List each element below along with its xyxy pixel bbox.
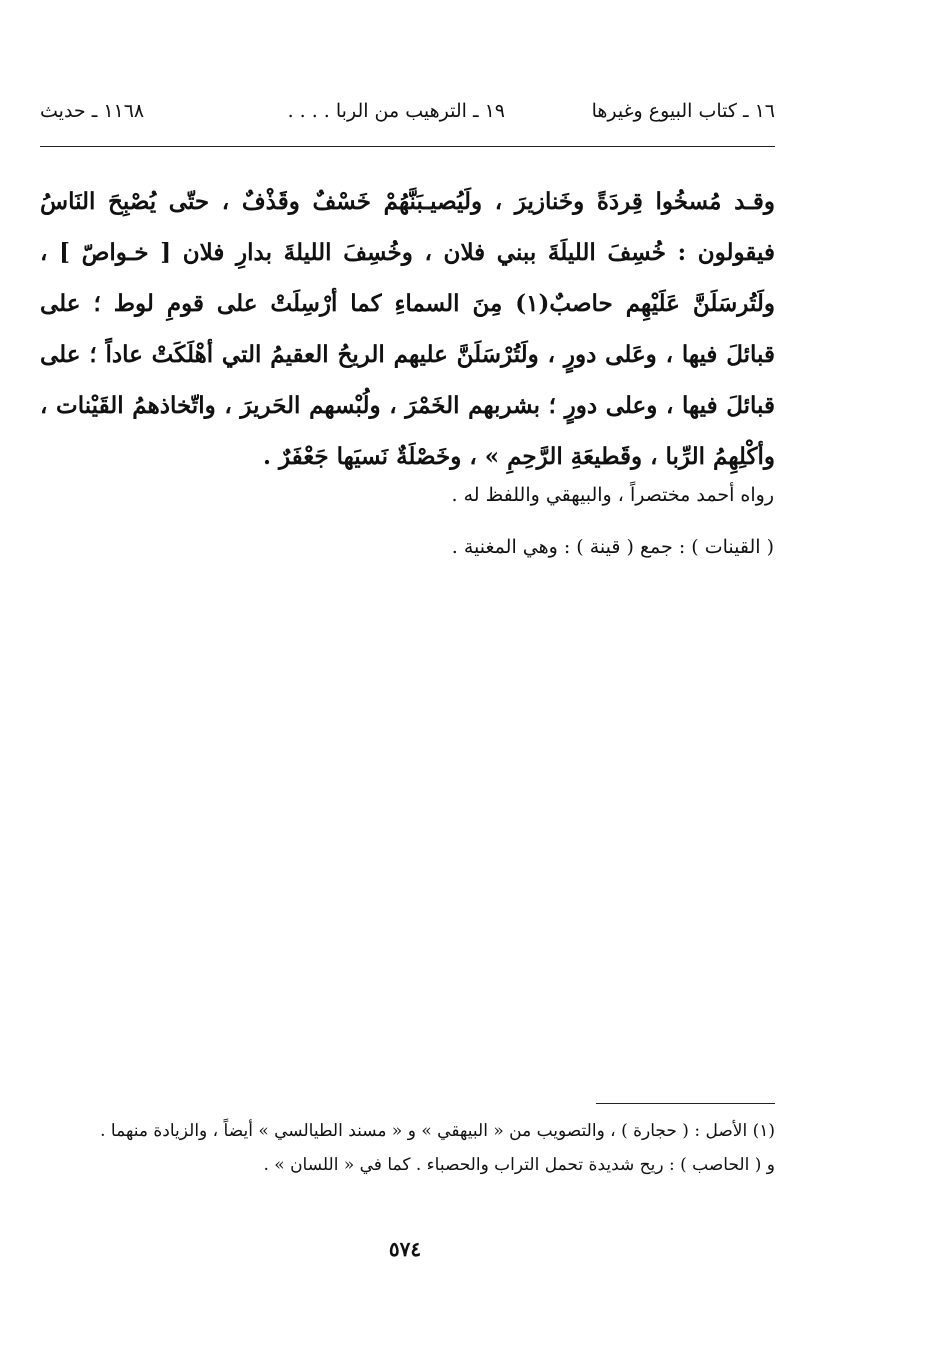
running-header	[40, 100, 775, 134]
header-section: ١٩ ـ الترهيب من الربا . . . .	[287, 100, 505, 122]
hadith-text	[40, 176, 775, 482]
footnote-1: (١) الأصل : ( حجارة ) ، والتصويب من « البيهقي » و « مسند الطيالسي » أيضاً ، والزيادة منهما .	[100, 1121, 775, 1141]
hadith-body: وقـد مُسخُوا قِردَةً وخَنازيرَ ، ولَيُصيـبَنَّهُمْ خَسْفٌ وقَذْفٌ ، حتّى يُصْبِحَ النَاسُ فيقولون : خُسِفَ الليلَةَ ببني فلان ، وخُسِفَ الليلةَ بدارِ فلان [ خـواصّ ] ، ولَتُرسَلَنَّ عَلَيْهِم حاصبٌ(١) مِنَ السماءِ كما أرْسِلَتْ على قومِ لوط ؛ على قبائلَ فيها ، وعَلى دورٍ ، ولَتُرْسَلَنَّ عليهم الريحُ العقيمُ التي أهْلَكَتْ عاداً ؛ على قبائلَ فيها ، وعلى دورٍ ؛ بشربهم الخَمْرَ ، ولُبْسهم الحَريرَ ، واتّخاذهمُ القَيْنات ، وأكْلِهِمُ الرِّبا ، وقَطيعَةِ الرَّحِمِ » ، وخَصْلَةٌ نَسيَها جَعْفَرٌ .	[40, 188, 775, 470]
header-chapter: ١٦ ـ كتاب البيوع وغيرها	[591, 100, 775, 122]
page-number: ٥٧٤	[388, 1237, 422, 1261]
footnote-2: و ( الحاصب ) : ريح شديدة تحمل التراب والحصباء . كما في « اللسان » .	[263, 1155, 775, 1175]
header-divider	[40, 146, 775, 147]
footnotes	[40, 1116, 775, 1184]
header-hadith-number: ١١٦٨ ـ حديث	[40, 100, 145, 122]
source-note: رواه أحمد مختصراً ، والبيهقي واللفظ له .	[451, 484, 774, 506]
gloss-note: ( القينات ) : جمع ( قينة ) : وهي المغنية .	[451, 536, 774, 558]
footnote-divider	[596, 1103, 775, 1104]
